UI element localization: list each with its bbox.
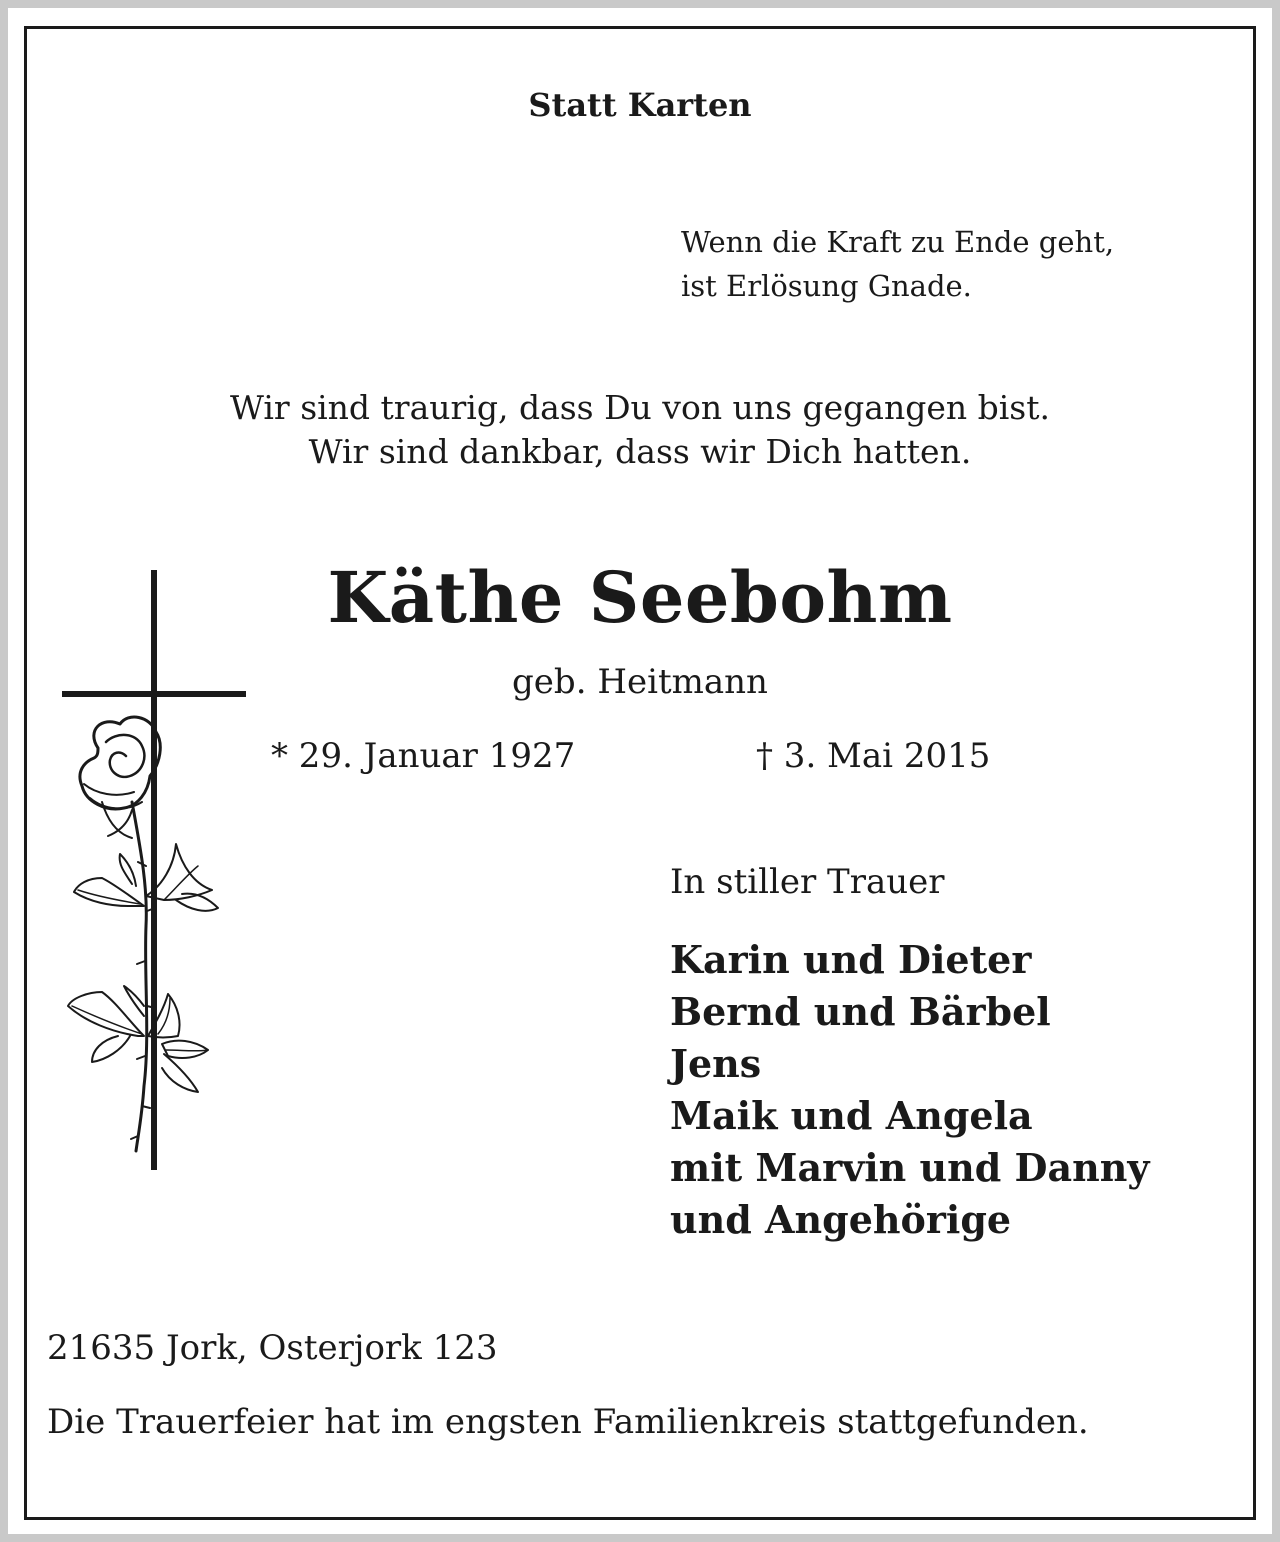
mourner-entry: Jens <box>670 1041 762 1086</box>
mourner-entry: mit Marvin und Danny <box>670 1145 1150 1190</box>
mourner-entry: und Angehörige <box>670 1197 1012 1242</box>
mourner-entry: Maik und Angela <box>670 1093 1033 1138</box>
birth-date: * 29. Januar 1927 <box>271 736 576 776</box>
mourner-entry: Karin und Dieter <box>670 937 1032 982</box>
mourning-phrase: In stiller Trauer <box>670 862 945 902</box>
mourners-list <box>670 934 1149 1246</box>
motto-quote <box>681 220 1114 308</box>
intro-text <box>0 386 1280 474</box>
motto-line: Wenn die Kraft zu Ende geht, <box>681 225 1115 259</box>
cross-with-rose-icon <box>58 566 254 1176</box>
deceased-name: Käthe Seebohm <box>327 556 953 639</box>
birth-name: geb. Heitmann <box>512 662 768 702</box>
mourner-entry: Bernd und Bärbel <box>670 989 1051 1034</box>
notice-header: Statt Karten <box>528 86 752 124</box>
intro-line: Wir sind dankbar, dass wir Dich hatten. <box>308 432 972 471</box>
family-address: 21635 Jork, Osterjork 123 <box>47 1328 498 1368</box>
funeral-note: Die Trauerfeier hat im engsten Familienkreis stattgefunden. <box>47 1402 1089 1442</box>
intro-line: Wir sind traurig, dass Du von uns gegangen bist. <box>230 388 1050 427</box>
motto-line: ist Erlösung Gnade. <box>681 269 972 303</box>
death-date: † 3. Mai 2015 <box>756 736 991 776</box>
